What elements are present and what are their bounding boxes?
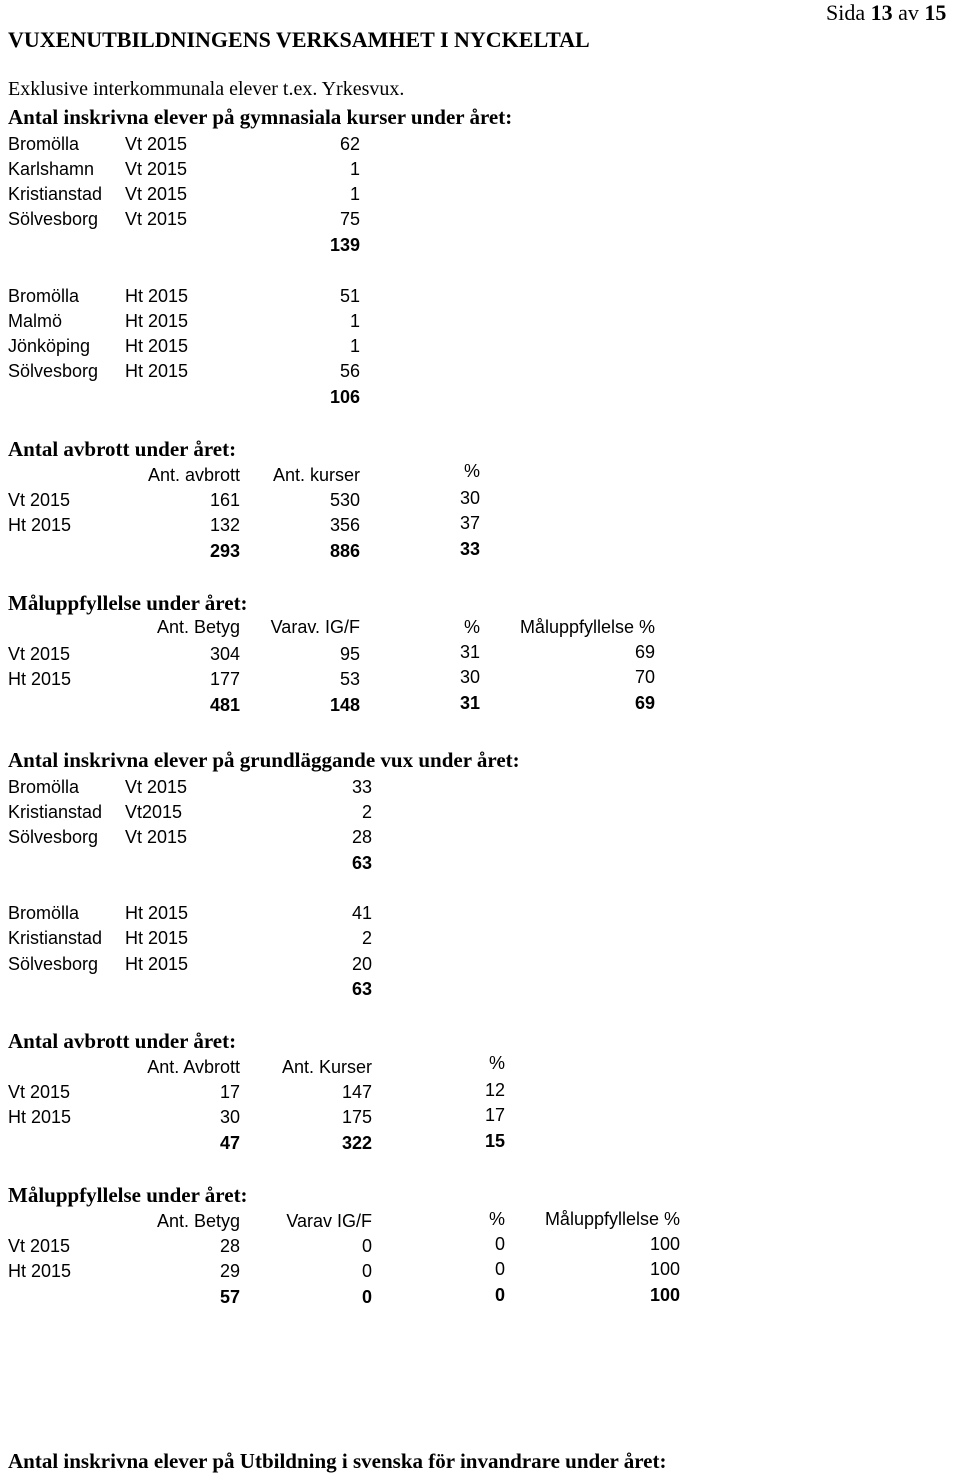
- goal-cell: 70: [634, 667, 655, 687]
- column-header: %: [488, 1053, 505, 1073]
- total-cell: 886: [329, 541, 360, 561]
- city-cell: Sölvesborg: [8, 209, 99, 229]
- count-cell: 41: [351, 903, 372, 923]
- city-cell: Kristianstad: [8, 928, 103, 948]
- total-cell: 100: [649, 1285, 680, 1305]
- term-cell: Ht 2015: [125, 928, 189, 948]
- section-title-gym-avbrott: Antal avbrott under året:: [8, 437, 237, 461]
- city-cell: Malmö: [8, 311, 63, 331]
- section-title-gym-mal: Måluppfyllelse under året:: [8, 591, 248, 615]
- total-cell: 63: [351, 979, 372, 999]
- column-header: Ant. Kurser: [281, 1057, 372, 1077]
- count-cell: 51: [339, 286, 360, 306]
- total-cell: 481: [209, 695, 240, 715]
- percent-cell: 17: [484, 1105, 505, 1125]
- city-cell: Sölvesborg: [8, 954, 99, 974]
- value-cell: 0: [361, 1236, 372, 1256]
- page-label: Sida: [826, 0, 866, 25]
- total-cell: 69: [634, 693, 655, 713]
- term-cell: Ht 2015: [8, 1261, 72, 1281]
- total-cell: 47: [219, 1133, 240, 1153]
- percent-cell: 12: [484, 1080, 505, 1100]
- term-cell: Ht 2015: [125, 286, 189, 306]
- value-cell: 132: [209, 515, 240, 535]
- count-cell: 1: [349, 311, 360, 331]
- term-cell: Vt 2015: [125, 827, 188, 847]
- term-cell: Vt 2015: [125, 777, 188, 797]
- count-cell: 33: [351, 777, 372, 797]
- total-cell: 15: [484, 1131, 505, 1151]
- value-cell: 17: [219, 1082, 240, 1102]
- column-header: %: [463, 617, 480, 637]
- term-cell: Ht 2015: [125, 903, 189, 923]
- term-cell: Ht 2015: [125, 311, 189, 331]
- percent-cell: 0: [494, 1259, 505, 1279]
- term-cell: Vt 2015: [125, 209, 188, 229]
- column-header: Varav IG/F: [286, 1211, 372, 1231]
- city-cell: Bromölla: [8, 777, 80, 797]
- value-cell: 356: [329, 515, 360, 535]
- goal-cell: 100: [649, 1234, 680, 1254]
- count-cell: 20: [351, 954, 372, 974]
- intro-note: Exklusive interkommunala elever t.ex. Yrkesvux.: [8, 78, 405, 100]
- term-cell: Ht 2015: [125, 954, 189, 974]
- term-cell: Vt 2015: [8, 644, 71, 664]
- goal-cell: 100: [649, 1259, 680, 1279]
- total-cell: 31: [459, 693, 480, 713]
- total-cell: 0: [361, 1287, 372, 1307]
- value-cell: 161: [209, 490, 240, 510]
- goal-cell: 69: [634, 642, 655, 662]
- percent-cell: 37: [459, 513, 480, 533]
- count-cell: 56: [339, 361, 360, 381]
- city-cell: Bromölla: [8, 134, 80, 154]
- value-cell: 175: [341, 1107, 372, 1127]
- term-cell: Vt 2015: [8, 490, 71, 510]
- page-indicator: [826, 2, 946, 24]
- value-cell: 28: [219, 1236, 240, 1256]
- value-cell: 177: [209, 669, 240, 689]
- section-title-gym: Antal inskrivna elever på gymnasiala kurser under året:: [8, 105, 513, 129]
- column-header: Ant. avbrott: [147, 465, 240, 485]
- term-cell: Ht 2015: [8, 1107, 72, 1127]
- term-cell: Ht 2015: [125, 361, 189, 381]
- section-title-sfi: Antal inskrivna elever på Utbildning i svenska för invandrare under året:: [8, 1449, 667, 1473]
- city-cell: Jönköping: [8, 336, 91, 356]
- page-of: av: [898, 0, 919, 25]
- city-cell: Sölvesborg: [8, 361, 99, 381]
- total-cell: 139: [329, 235, 360, 255]
- page-total: 15: [924, 0, 947, 25]
- page-number: 13: [870, 0, 893, 25]
- term-cell: Ht 2015: [8, 515, 72, 535]
- total-cell: 322: [341, 1133, 372, 1153]
- percent-cell: 31: [459, 642, 480, 662]
- count-cell: 2: [361, 802, 372, 822]
- column-header: Ant. Betyg: [156, 617, 240, 637]
- city-cell: Kristianstad: [8, 802, 103, 822]
- city-cell: Sölvesborg: [8, 827, 99, 847]
- value-cell: 53: [339, 669, 360, 689]
- column-header: Ant. Avbrott: [147, 1057, 240, 1077]
- total-cell: 106: [329, 387, 360, 407]
- count-cell: 62: [339, 134, 360, 154]
- count-cell: 1: [349, 336, 360, 356]
- value-cell: 30: [219, 1107, 240, 1127]
- count-cell: 2: [361, 928, 372, 948]
- term-cell: Vt 2015: [125, 159, 188, 179]
- column-header: Måluppfyllelse %: [519, 617, 655, 637]
- document-title: VUXENUTBILDNINGENS VERKSAMHET I NYCKELTAL: [8, 27, 590, 52]
- column-header: %: [488, 1209, 505, 1229]
- total-cell: 293: [209, 541, 240, 561]
- section-title-grund: Antal inskrivna elever på grundläggande vux under året:: [8, 748, 520, 772]
- term-cell: Ht 2015: [8, 669, 72, 689]
- term-cell: Vt 2015: [8, 1082, 71, 1102]
- value-cell: 147: [341, 1082, 372, 1102]
- section-title-grund-mal: Måluppfyllelse under året:: [8, 1183, 248, 1207]
- total-cell: 63: [351, 853, 372, 873]
- column-header: Ant. Betyg: [156, 1211, 240, 1231]
- term-cell: Vt 2015: [125, 134, 188, 154]
- section-title-grund-avbrott: Antal avbrott under året:: [8, 1029, 237, 1053]
- value-cell: 530: [329, 490, 360, 510]
- percent-cell: 30: [459, 667, 480, 687]
- count-cell: 75: [339, 209, 360, 229]
- total-cell: 57: [219, 1287, 240, 1307]
- city-cell: Bromölla: [8, 286, 80, 306]
- city-cell: Kristianstad: [8, 184, 103, 204]
- term-cell: Vt 2015: [8, 1236, 71, 1256]
- value-cell: 95: [339, 644, 360, 664]
- term-cell: Ht 2015: [125, 336, 189, 356]
- percent-cell: 0: [494, 1234, 505, 1254]
- total-cell: 148: [329, 695, 360, 715]
- column-header: Måluppfyllelse %: [544, 1209, 680, 1229]
- value-cell: 304: [209, 644, 240, 664]
- total-cell: 33: [459, 539, 480, 559]
- count-cell: 1: [349, 159, 360, 179]
- city-cell: Bromölla: [8, 903, 80, 923]
- column-header: %: [463, 461, 480, 481]
- column-header: Varav. IG/F: [270, 617, 360, 637]
- value-cell: 29: [219, 1261, 240, 1281]
- percent-cell: 30: [459, 488, 480, 508]
- term-cell: Vt 2015: [125, 184, 188, 204]
- count-cell: 1: [349, 184, 360, 204]
- total-cell: 0: [494, 1285, 505, 1305]
- count-cell: 28: [351, 827, 372, 847]
- column-header: Ant. kurser: [272, 465, 360, 485]
- value-cell: 0: [361, 1261, 372, 1281]
- term-cell: Vt2015: [125, 802, 183, 822]
- city-cell: Karlshamn: [8, 159, 95, 179]
